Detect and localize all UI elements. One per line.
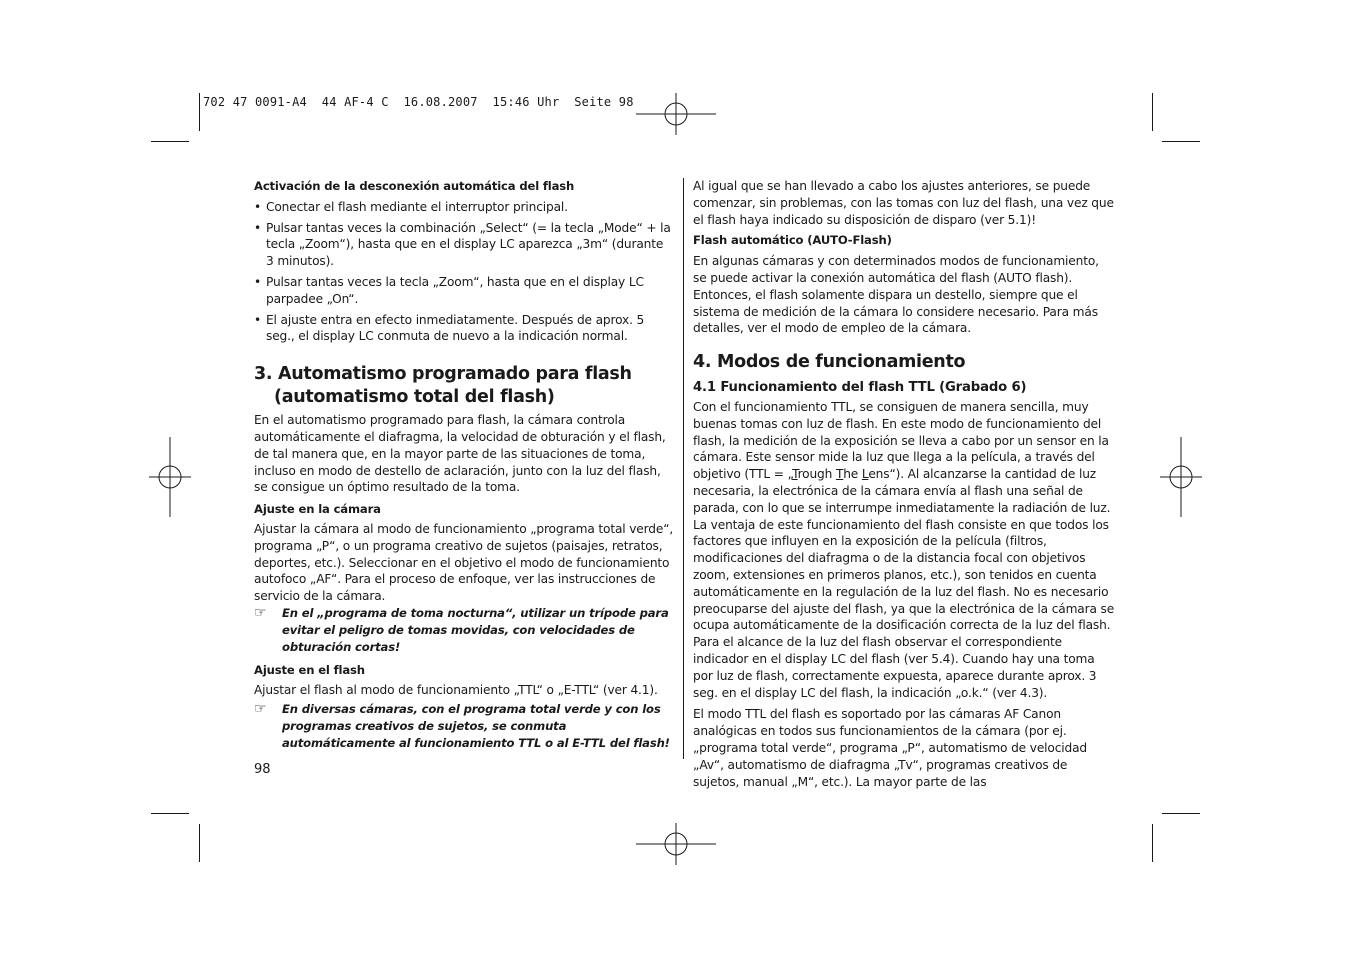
crop-mark-bottom-left-h: [151, 813, 189, 814]
list-item: • Conectar el flash mediante el interruptor principal.: [254, 199, 674, 216]
crop-mark-bottom-right-h: [1162, 813, 1200, 814]
heading-section-3: [254, 363, 674, 409]
heading-section-4-1: 4.1 Funcionamiento del flash TTL (Grabado 6): [693, 380, 1027, 396]
paragraph: Al igual que se han llevado a cabo los ajustes anteriores, se puede comenzar, sin problemas, con las tomas con luz del flash, una vez que el flash haya indicado su disposición de disparo (ver 5.1)!: [693, 179, 1114, 227]
note-text: En el „programa de toma nocturna“, utilizar un trípode para evitar el peligro de tomas movidas, con velocidades de obturación cortas!: [282, 605, 669, 654]
crop-mark-bottom-left-v: [199, 824, 200, 862]
crop-mark-top-right-v: [1152, 93, 1153, 131]
ttl-word-ens: ens: [868, 467, 890, 482]
subheading-camera-setting: Ajuste en la cámara: [254, 502, 381, 517]
note-ttl-switch: [254, 701, 674, 751]
heading-section-3-line2: (automatismo total del flash): [274, 387, 555, 408]
list-item: • Pulsar tantas veces la combinación „Select“ (= la tecla „Mode“ + la tecla „Zoom“), hasta que en el display LC aparezca „3m“ (durante 3 minutos).: [254, 220, 674, 270]
subheading-flash-auto-off: Activación de la desconexión automática del flash: [254, 179, 575, 193]
ttl-text-b: “). Al alcanzarse la cantidad de luz necesaria, la electrónica de la cámara envía al flash una señal de parada, con lo que se interrumpe inmediatamente la radiación de luz. La ventaja de este funcionamiento del flash consiste en que todos los factores que influyen en la exposición de la película (filtros, modificaciones del diafragma o de la distancia focal con objetivos zoom, extensiones en primeros planos, etc.), son tenidos en cuenta automáticamente en la regulación de la luz del flash. No es necesario preocuparse del ajuste del flash, ya que la electrónica de la cámara se ocupa automáticamente de la dosificación correcta de la luz del flash. Para el alcance de la luz del flash observar el correspondiente indicador en el display LC del flash (ver 5.4). Cuando hay una toma por luz de flash, correctamente expuesta, aparece durante aprox. 3 seg. en el display LC del flash, la indicación „o.k.“ (ver 4.3).: [693, 467, 1115, 700]
heading-section-3-line1: 3. Automatismo programado para flash: [254, 364, 632, 385]
heading-section-4: 4. Modos de funcionamiento: [693, 352, 966, 373]
print-header: 702 47 0091-A4 44 AF-4 C 16.08.2007 15:46 Uhr Seite 98: [203, 95, 634, 109]
paragraph: Ajustar la cámara al modo de funcionamiento „programa total verde“, programa „P“, o un programa creativo de sujetos (paisajes, retratos, deportes, etc.). Seleccionar en el objetivo el modo de funcionamiento autofoco „AF“. Para el proceso de enfoque, ver las instrucciones de servicio de la cámara.: [254, 521, 674, 604]
subheading-auto-flash: Flash automático (AUTO-Flash): [693, 233, 892, 248]
ttl-word-he: he: [843, 467, 862, 482]
note-text: En diversas cámaras, con el programa total verde y con los programas creativos de sujetos, se conmuta automáticamente al funcionamiento TTL o al E-TTL del flash!: [282, 701, 670, 750]
list-item: • El ajuste entra en efecto inmediatamente. Después de aprox. 5 seg., el display LC conmuta de nuevo a la indicación normal.: [254, 312, 674, 346]
paragraph: En algunas cámaras y con determinados modos de funcionamiento, se puede activar la conexión automática del flash (AUTO flash). Entonces, el flash solamente dispara un destello, siempre que el sistema de medición de la cámara lo considere necesario. Para más detalles, ver el modo de empleo de la cámara.: [693, 254, 1099, 336]
registration-mark-bottom-icon: [636, 823, 716, 865]
crop-mark-top-left-h: [151, 141, 189, 142]
pointing-hand-icon: ☞: [254, 700, 267, 717]
crop-mark-top-right-h: [1162, 141, 1200, 142]
bullet-list: [254, 199, 674, 345]
ttl-text-a: Con el funcionamiento TTL, se consiguen de manera sencilla, muy buenas tomas con luz de flash. En este modo de funcionamiento del flash, la medición de la exposición se lleva a cabo por un sensor en la cámara. Este sensor mide la luz que llega a la película, a través del objetivo (TTL = „: [693, 399, 1109, 482]
ttl-letter-t: T: [792, 467, 798, 482]
paragraph-ttl: [693, 399, 1115, 701]
left-column: [254, 178, 674, 751]
registration-mark-left-icon: [149, 437, 191, 517]
paragraph: En el automatismo programado para flash, la cámara controla automáticamente el diafragma, la velocidad de obturación y el flash, de tal manera que, en la mayor parte de las situaciones de toma, incluso en modo de destello de aclaración, junto con la luz del flash, se consigue un óptimo resultado de la toma.: [254, 413, 666, 495]
pointing-hand-icon: ☞: [254, 604, 267, 621]
paragraph: Ajustar el flash al modo de funcionamiento „TTL“ o „E-TTL“ (ver 4.1).: [254, 683, 658, 698]
page-number: 98: [254, 762, 271, 777]
paragraph: El modo TTL del flash es soportado por las cámaras AF Canon analógicas en todos sus funcionamientos de la cámara (por ej. „programa total verde“, programa „P“, automatismo de velocidad „Av“, automatismo de diafragma „Tv“, programas creativos de sujetos, manual „M“, etc.). La mayor parte de las: [693, 707, 1087, 789]
registration-mark-top-icon: [636, 93, 716, 135]
column-divider: [683, 178, 684, 759]
crop-mark-bottom-right-v: [1152, 824, 1153, 862]
crop-mark-top-left-v: [199, 93, 200, 131]
subheading-flash-setting: Ajuste en el flash: [254, 663, 365, 678]
note-night-program: [254, 605, 674, 655]
ttl-letter-t2: T: [835, 467, 844, 482]
ttl-letter-l: L: [861, 467, 869, 482]
right-column: [693, 178, 1115, 790]
list-item: • Pulsar tantas veces la tecla „Zoom“, hasta que en el display LC parpadee „On“.: [254, 274, 674, 308]
registration-mark-right-icon: [1160, 437, 1202, 517]
ttl-word-rough: rough: [797, 467, 836, 482]
